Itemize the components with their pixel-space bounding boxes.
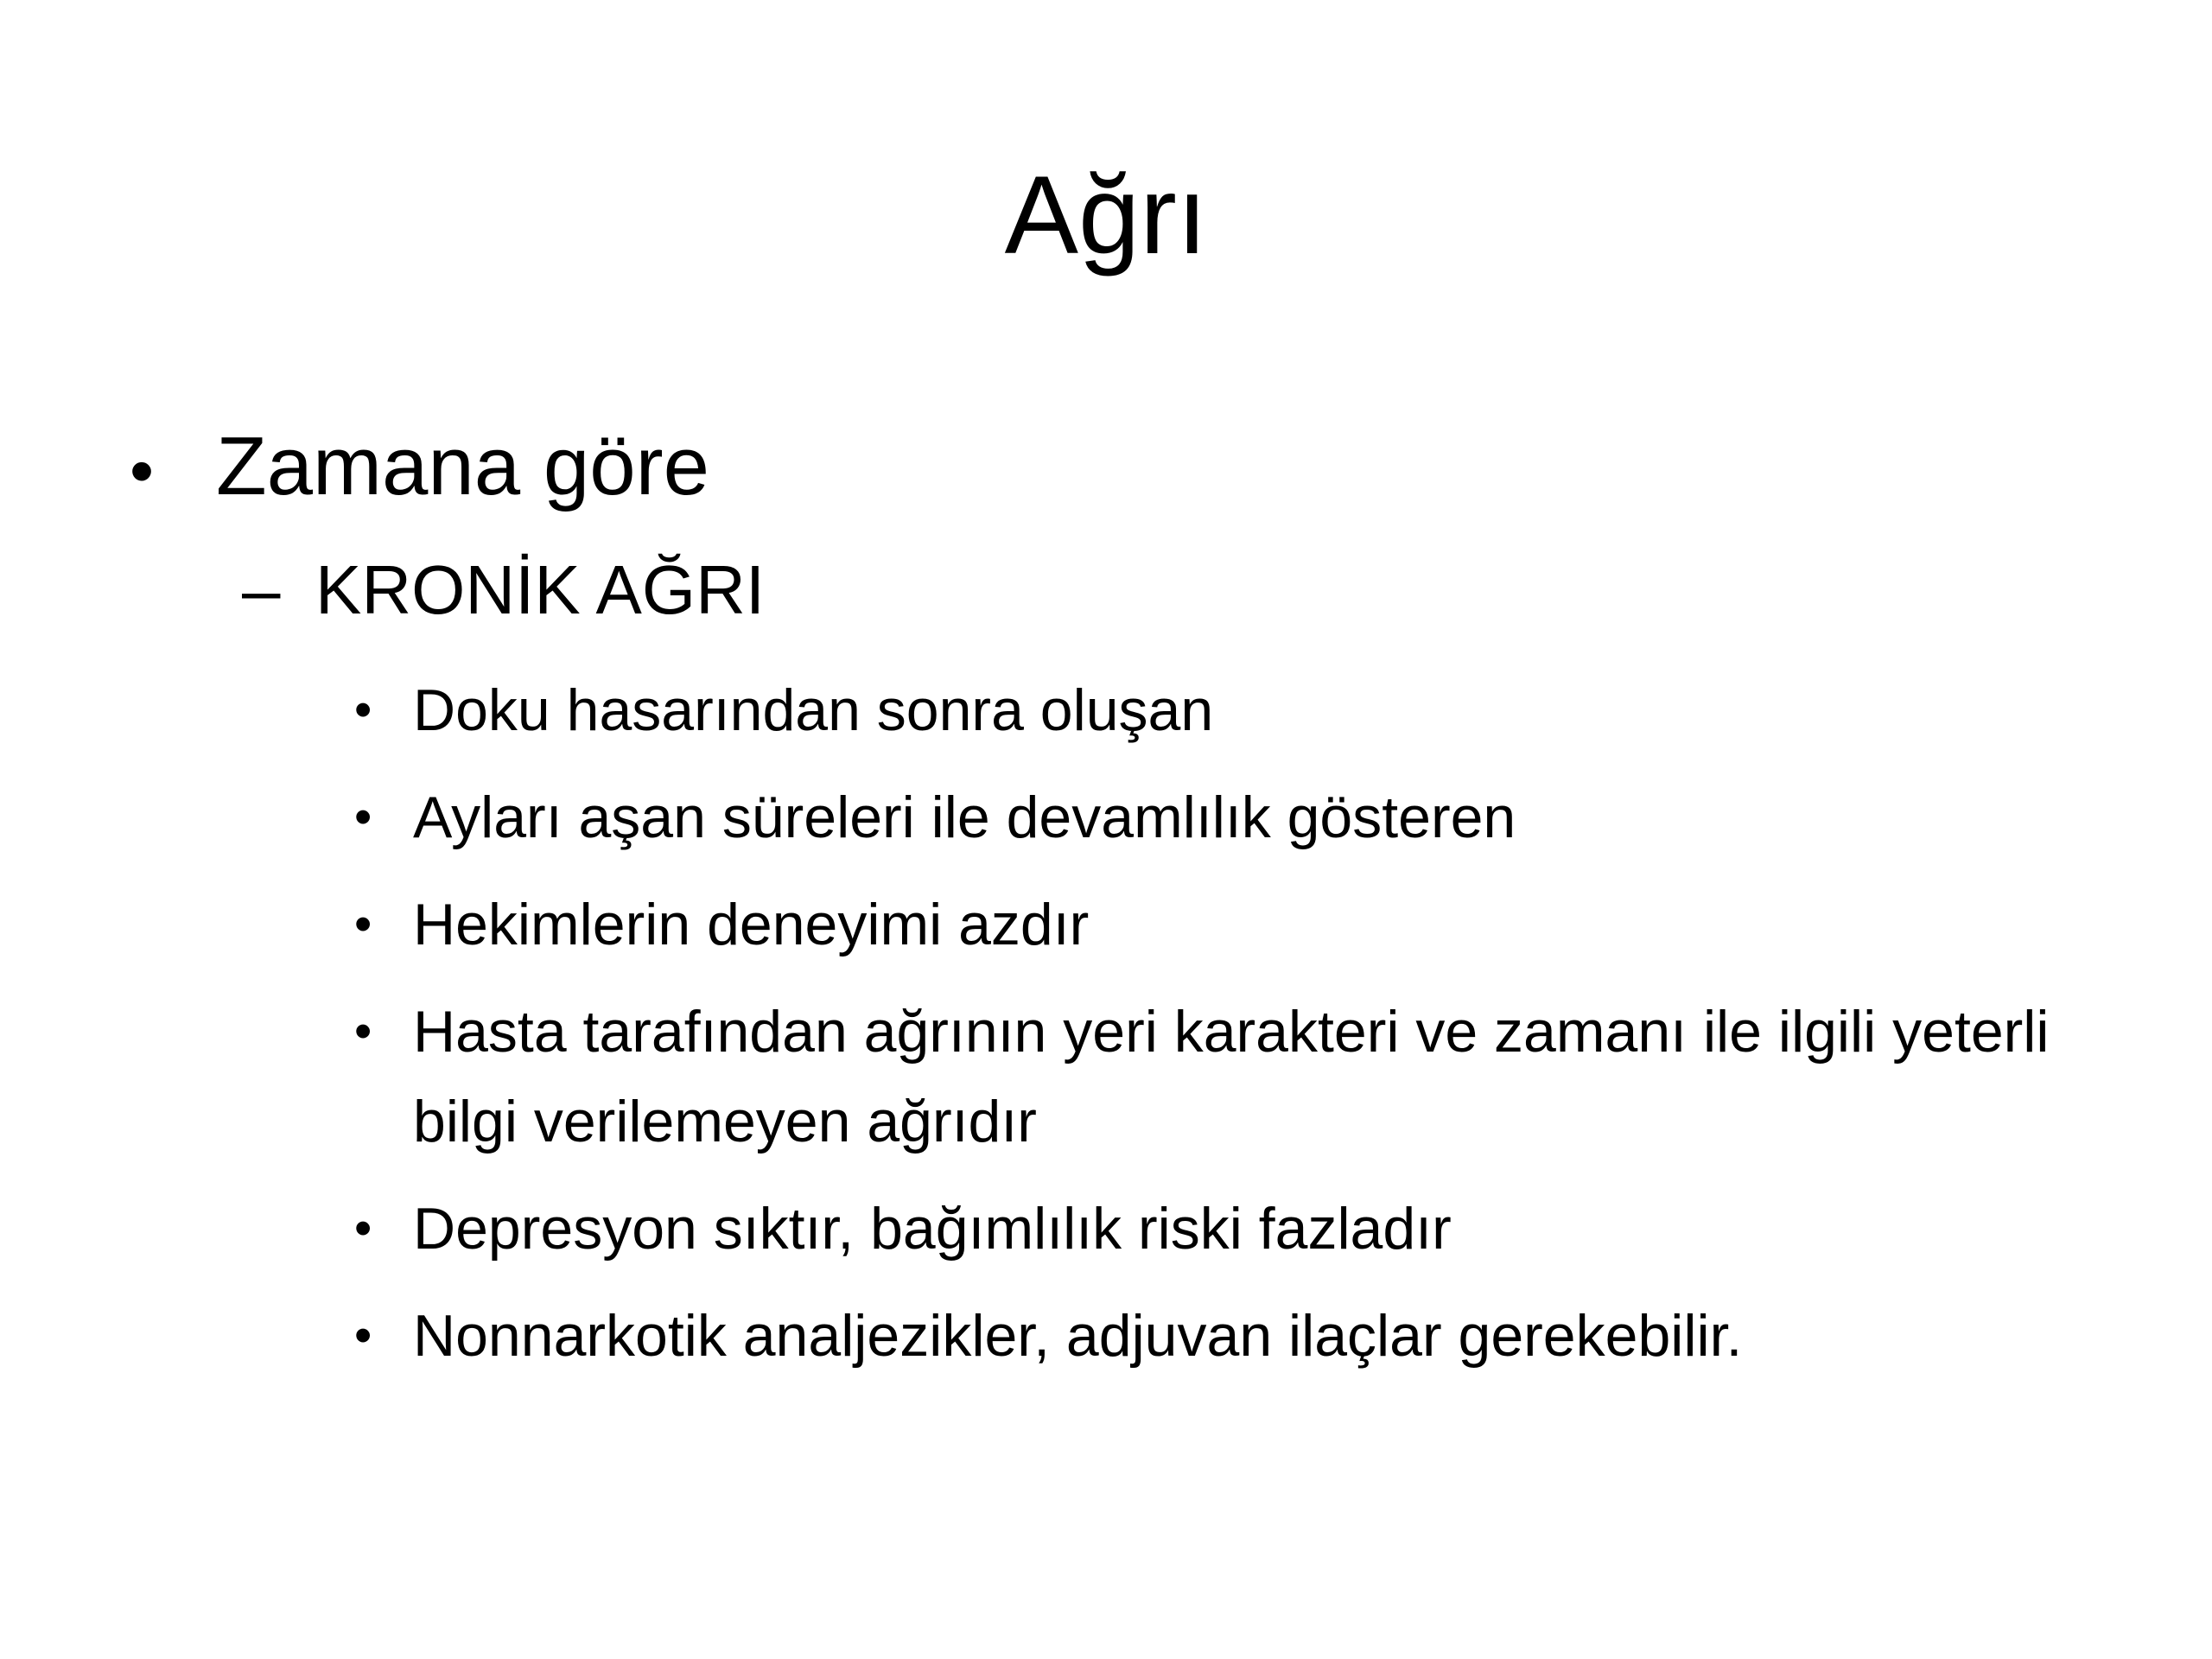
level2-text: KRONİK AĞRI: [315, 551, 766, 628]
list-item-text: Depresyon sıktır, bağımlılık riski fazladır: [413, 1196, 1452, 1262]
list-item: [354, 880, 2117, 969]
list-item-text: Ayları aşan süreleri ile devamlılık gösteren: [413, 785, 1516, 850]
bullet-icon: •: [354, 789, 372, 845]
list-item-text: Hekimlerin deneyimi azdır: [413, 892, 1090, 957]
level2-dash-item: [242, 543, 765, 638]
list-item-text: Hasta tarafından ağrının yeri karakteri ve zamanı ile ilgili yeterli bilgi verilemeyen ağrıdır: [413, 999, 2050, 1154]
level1-text: Zamana göre: [216, 420, 709, 512]
dash-icon: –: [242, 551, 281, 628]
bullet-icon: •: [354, 682, 372, 738]
slide-title: Ağrı: [1004, 154, 1208, 277]
bullet-icon: •: [130, 432, 155, 509]
list-item: [354, 1184, 2117, 1274]
bullet-icon: •: [354, 1307, 372, 1363]
list-item: [354, 665, 2117, 755]
bullet-icon: •: [354, 1003, 372, 1059]
level1-bullet-item: [130, 410, 709, 527]
bullet-icon: •: [354, 1200, 372, 1256]
list-item: [354, 772, 2117, 862]
list-item: [354, 1291, 2117, 1381]
bullet-icon: •: [354, 896, 372, 952]
level3-bullet-list: [354, 665, 2117, 1398]
list-item: [354, 987, 2117, 1166]
list-item-text: Doku hasarından sonra oluşan: [413, 677, 1214, 743]
list-item-text: Nonnarkotik analjezikler, adjuvan ilaçlar gerekebilir.: [413, 1303, 1743, 1369]
